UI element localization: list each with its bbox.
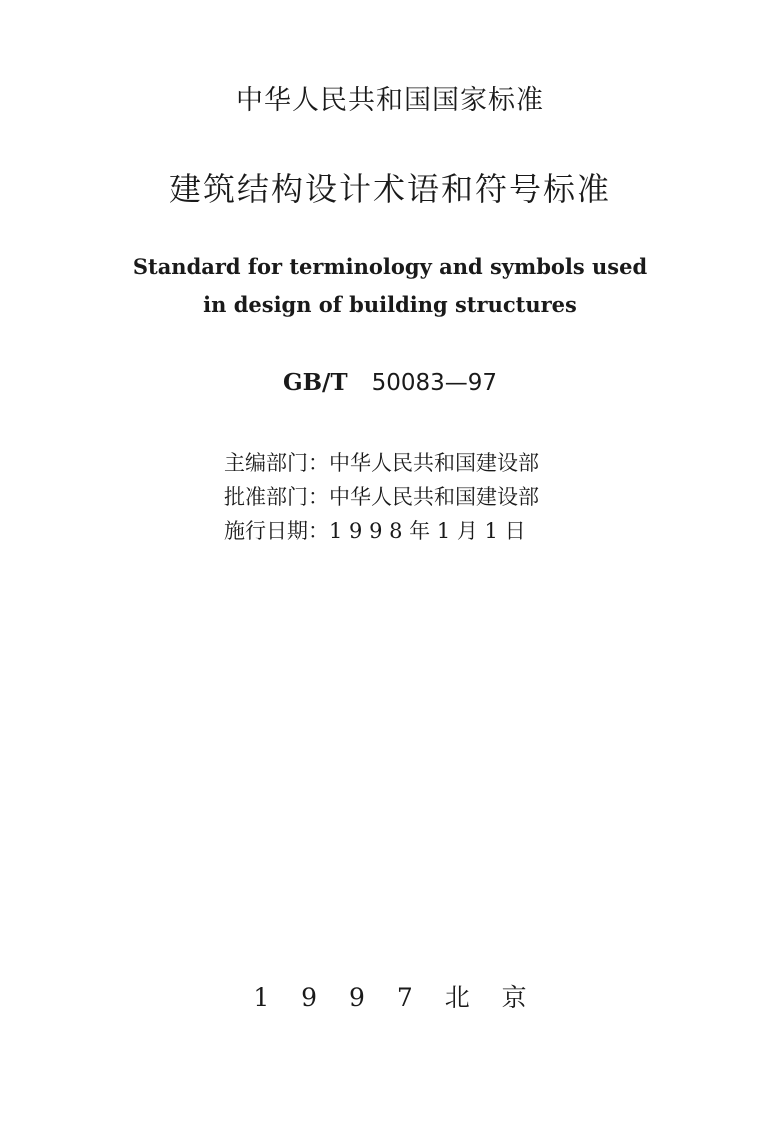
- publication-year-place: 1 9 9 7 北 京: [253, 983, 539, 1012]
- english-title-line-1: Standard for terminology and symbols used: [132, 254, 648, 279]
- standard-code-number: 50083—97: [371, 370, 498, 396]
- issuing-authority-heading: 中华人民共和国国家标准: [236, 85, 544, 116]
- effective-date: 施行日期：1 9 9 8 年 1 月 1 日: [224, 519, 526, 543]
- editor-department: 主编部门：中华人民共和国建设部: [224, 451, 539, 475]
- chinese-title: 建筑结构设计术语和符号标准: [168, 170, 611, 208]
- standard-code-prefix: GB/T: [282, 369, 348, 396]
- english-title-line-2: in design of building structures: [203, 292, 577, 317]
- standard-code: [0, 369, 780, 396]
- approving-department: 批准部门：中华人民共和国建设部: [224, 485, 539, 509]
